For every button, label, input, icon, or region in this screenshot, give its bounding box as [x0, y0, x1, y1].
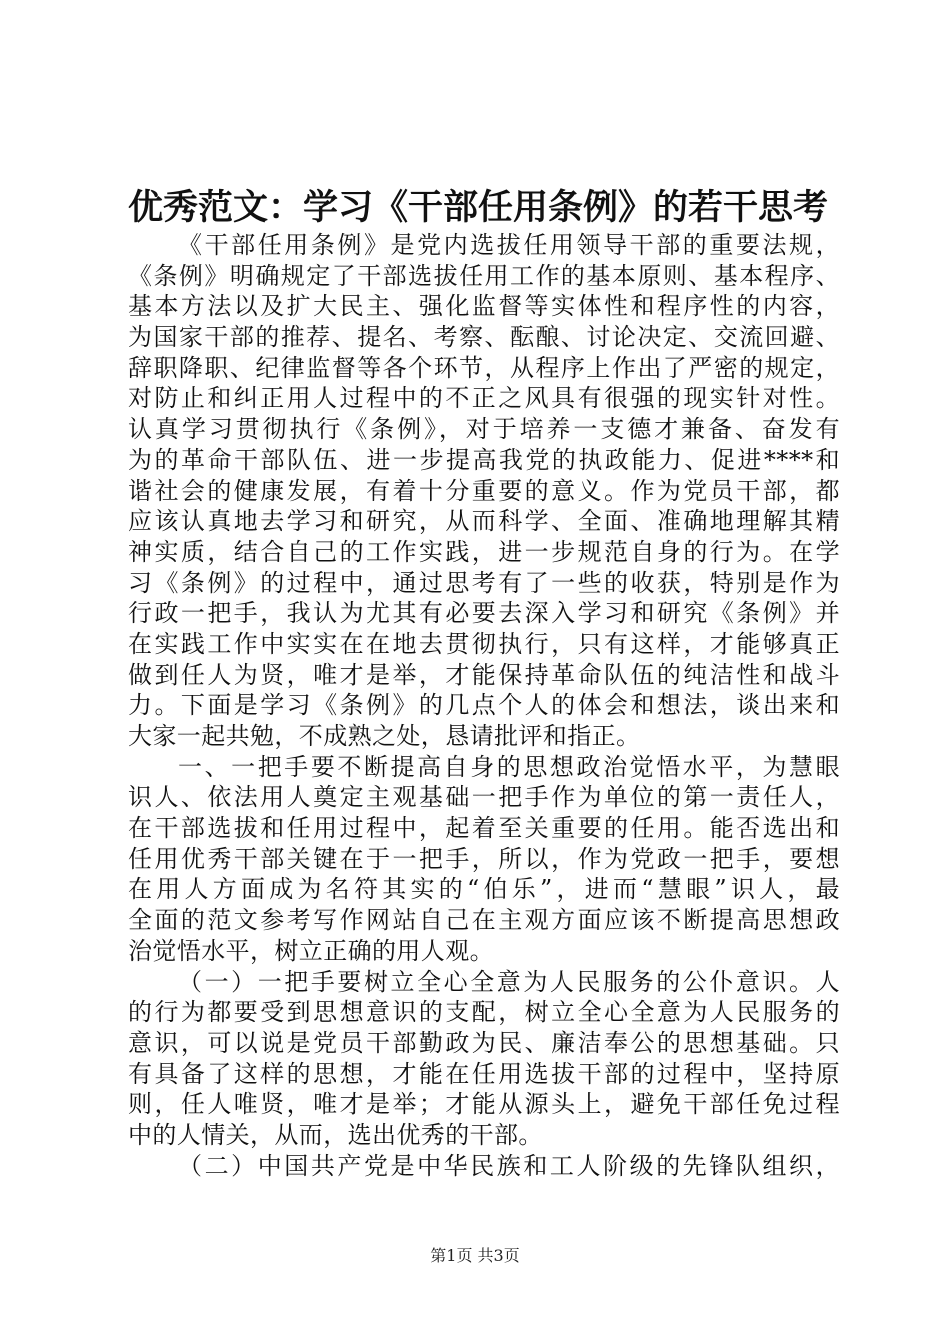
page-footer: 第1页 共3页 [430, 1246, 520, 1265]
text-line: 意识，可以说是党员干部勤政为民、廉洁奉公的思想基础。只 [128, 1028, 840, 1057]
text-line: 任用优秀干部关键在于一把手，所以，作为党政一把手，要想 [128, 844, 840, 873]
text-line: 神实质，结合自己的工作实践，进一步规范自身的行为。在学 [128, 537, 840, 566]
text-line: 认真学习贯彻执行《条例》，对于培养一支德才兼备、奋发有 [128, 415, 840, 444]
text-line: 治觉悟水平，树立正确的用人观。 [128, 936, 494, 965]
text-line: （一）一把手要树立全心全意为人民服务的公仆意识。人 [178, 967, 840, 996]
text-line: 全面的范文参考写作网站自己在主观方面应该不断提高思想政 [128, 906, 840, 935]
text-line: 大家一起共勉，不成熟之处，恳请批评和指正。 [128, 722, 641, 750]
text-line: 应该认真地去学习和研究，从而科学、全面、准确地理解其精 [128, 507, 840, 536]
text-line: 习《条例》的过程中，通过思考有了一些的收获，特别是作为 [128, 568, 840, 597]
text-line: 对防止和纠正用人过程中的不正之风具有很强的现实针对性。 [128, 384, 840, 413]
text-line: 做到任人为贤，唯才是举，才能保持革命队伍的纯洁性和战斗 [128, 660, 840, 689]
text-line: 识人、依法用人奠定主观基础一把手作为单位的第一责任人， [128, 783, 840, 812]
text-line: 一、一把手要不断提高自身的思想政治觉悟水平，为慧眼 [178, 752, 840, 781]
text-line: 为国家干部的推荐、提名、考察、酝酿、讨论决定、交流回避、 [128, 323, 840, 352]
text-line: 辞职降职、纪律监督等各个环节，从程序上作出了严密的规定， [128, 353, 840, 382]
text-line: 《条例》明确规定了干部选拔任用工作的基本原则、基本程序、 [128, 261, 840, 290]
text-line: （二）中国共产党是中华民族和工人阶级的先锋队组织， [178, 1151, 840, 1180]
text-line: 为的革命干部队伍、进一步提高我党的执政能力、促进****和 [128, 445, 840, 474]
text-line: 基本方法以及扩大民主、强化监督等实体性和程序性的内容， [128, 292, 840, 321]
text-line: 行政一把手，我认为尤其有必要去深入学习和研究《条例》并 [128, 599, 840, 628]
text-line: 力。下面是学习《条例》的几点个人的体会和想法，谈出来和 [128, 691, 840, 720]
text-line: 在干部选拔和任用过程中，起着至关重要的任用。能否选出和 [128, 814, 840, 843]
text-line: 的行为都要受到思想意识的支配，树立全心全意为人民服务的 [128, 998, 840, 1027]
text-line: 在用人方面成为名符其实的“伯乐”，进而“慧眼”识人，最 [128, 875, 840, 904]
text-line: 中的人情关，从而，选出优秀的干部。 [128, 1120, 543, 1149]
text-line: 在实践工作中实实在在地去贯彻执行，只有这样，才能够真正 [128, 629, 840, 658]
text-line: 《干部任用条例》是党内选拔任用领导干部的重要法规， [178, 231, 840, 259]
text-line: 则，任人唯贤，唯才是举；才能从源头上，避免干部任免过程 [128, 1090, 840, 1119]
text-line: 谐社会的健康发展，有着十分重要的意义。作为党员干部，都 [128, 476, 840, 505]
document-title: 优秀范文：学习《干部任用条例》的若干思考 [128, 187, 829, 228]
document-body [128, 230, 840, 1181]
text-line: 有具备了这样的思想，才能在任用选拔干部的过程中，坚持原 [128, 1059, 840, 1088]
